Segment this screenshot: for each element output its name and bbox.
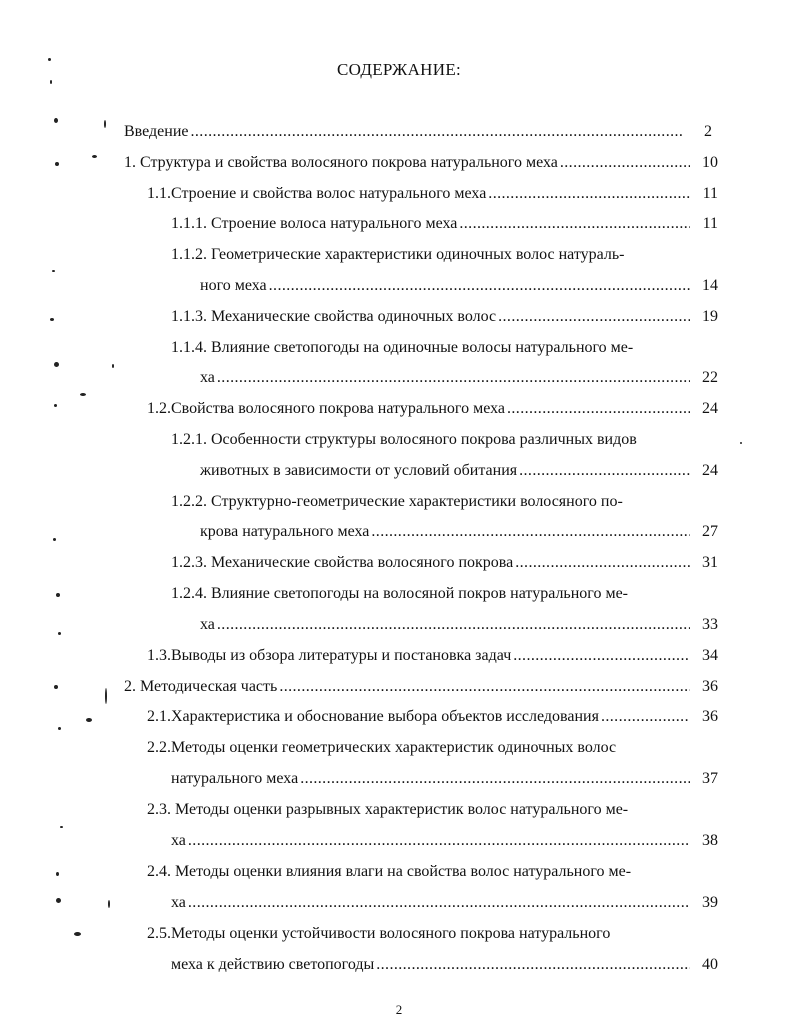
page-number-footer: 2 (395, 1002, 403, 1017)
toc-entry-continuation (171, 830, 718, 852)
toc-entry-section-1-2-1: 1.2.1. Особенности структуры волосяного покрова различных видов (171, 431, 637, 448)
toc-entry-section-2-1 (147, 706, 718, 728)
toc-leader-dots (498, 306, 690, 328)
scan-speck (50, 80, 52, 84)
toc-page-number: 2 (704, 123, 712, 140)
toc-entry-title-continued: натурального меха (171, 770, 299, 787)
toc-page-number: 36 (702, 678, 718, 695)
scan-speck (48, 58, 51, 61)
toc-entry-title: 1.1.1. Строение волоса натурального меха (171, 215, 458, 232)
scan-speck (56, 593, 60, 597)
toc-entry-continuation (200, 275, 718, 297)
toc-entry-continuation (200, 367, 718, 389)
toc-entry-section-1-1-4: 1.1.4. Влияние светопогоды на одиночные волосы натурального ме- (171, 339, 634, 356)
toc-leader-dots (371, 521, 690, 543)
toc-entry-title-continued: ха (171, 832, 186, 849)
toc-leader-dots (188, 892, 690, 914)
toc-leader-dots (376, 954, 690, 976)
scan-speck (104, 120, 106, 128)
toc-entry-section-1-1 (147, 183, 718, 205)
scan-speck (50, 318, 54, 321)
scan-speck (53, 538, 56, 541)
toc-entry-title: 2.1.Характеристика и обоснование выбора объектов исследования (147, 708, 599, 725)
toc-leader-dots (188, 830, 690, 852)
page-title: СОДЕРЖАНИЕ: (336, 60, 462, 79)
toc-page-number: 11 (702, 215, 718, 232)
toc-leader-dots (513, 645, 690, 667)
toc-entry-section-2-4: 2.4. Методы оценки влияния влаги на свойства волос натурального ме- (147, 863, 632, 880)
scan-speck (54, 362, 59, 367)
toc-leader-dots (488, 183, 690, 205)
scan-speck (54, 404, 57, 407)
scan-speck (54, 685, 58, 689)
toc-entry-introduction (124, 121, 712, 143)
toc-entry-title-continued: меха к действию светопогоды (171, 956, 375, 973)
toc-entry-continuation (171, 768, 718, 790)
toc-leader-dots (459, 213, 690, 235)
toc-entry-section-2-5: 2.5.Методы оценки устойчивости волосяного покрова натурального (147, 925, 611, 942)
scan-speck (60, 826, 63, 828)
toc-entry-title-continued: крова натурального меха (200, 523, 370, 540)
toc-page-number: 40 (702, 956, 718, 973)
toc-leader-dots (519, 460, 690, 482)
toc-leader-dots (507, 398, 690, 420)
toc-entry-section-1-1-1 (171, 213, 718, 235)
toc-entry-title-continued: ного меха (200, 277, 267, 294)
scan-speck (86, 718, 92, 722)
scan-speck (55, 162, 59, 166)
toc-entry-title: 1.2.Свойства волосяного покрова натурального меха (147, 400, 505, 417)
toc-page-number: 24 (702, 462, 718, 479)
toc-entry-continuation (200, 614, 718, 636)
toc-page-number: 39 (702, 894, 718, 911)
scan-speck (80, 393, 86, 396)
toc-page-number: 27 (702, 523, 718, 540)
toc-page-number: 36 (702, 708, 718, 725)
toc-entry-title-continued: животных в зависимости от условий обитания (200, 462, 518, 479)
scan-speck (108, 900, 110, 908)
toc-page-number: 37 (702, 770, 718, 787)
toc-entry-section-1-1-2: 1.1.2. Геометрические характеристики одиночных волос натураль- (171, 246, 625, 263)
toc-entry-title: 1. Структура и свойства волосяного покрова натурального меха (124, 154, 558, 171)
toc-entry-title: 1.3.Выводы из обзора литературы и постановка задач (147, 647, 512, 664)
toc-page-number: 19 (702, 308, 718, 325)
toc-entry-title: Введение (124, 123, 189, 140)
toc-page-number: 22 (702, 369, 718, 386)
scan-speck (58, 727, 61, 730)
toc-page-number: 11 (702, 185, 718, 202)
toc-leader-dots (217, 367, 690, 389)
toc-page-number: 14 (702, 277, 718, 294)
toc-page-number: 34 (702, 647, 718, 664)
scan-speck (105, 688, 107, 704)
toc-entry-chapter-2 (124, 676, 718, 698)
toc-leader-dots (269, 275, 690, 297)
toc-leader-dots (560, 152, 690, 174)
toc-leader-dots (279, 676, 690, 698)
toc-leader-dots (191, 121, 685, 143)
toc-entry-section-1-2-3 (171, 552, 718, 574)
toc-entry-title-continued: ха (171, 894, 186, 911)
scan-speck (92, 155, 97, 158)
toc-entry-title: 1.1.Строение и свойства волос натурального меха (147, 185, 487, 202)
toc-entry-title-continued: ха (200, 369, 215, 386)
scan-speck (74, 932, 81, 936)
toc-entry-chapter-1 (124, 152, 718, 174)
toc-leader-dots (300, 768, 690, 790)
toc-entry-section-1-1-3 (171, 306, 718, 328)
scan-speck (112, 364, 114, 368)
toc-page-number: 31 (702, 554, 718, 571)
toc-entry-title: 2. Методическая часть (124, 678, 278, 695)
toc-entry-continuation (171, 892, 718, 914)
toc-entry-section-1-2-2: 1.2.2. Структурно-геометрические характеристики волосяного по- (171, 493, 623, 510)
scan-speck (56, 898, 61, 903)
toc-page-number: 33 (702, 616, 718, 633)
scan-speck (740, 442, 742, 444)
scan-speck (56, 872, 59, 876)
toc-leader-dots (601, 706, 690, 728)
toc-entry-section-2-2: 2.2.Методы оценки геометрических характеристик одиночных волос (147, 739, 617, 756)
toc-entry-title: 1.2.3. Механические свойства волосяного покрова (171, 554, 514, 571)
toc-entry-section-1-2 (147, 398, 718, 420)
toc-leader-dots (515, 552, 690, 574)
toc-page-number: 38 (702, 832, 718, 849)
toc-leader-dots (217, 614, 690, 636)
toc-entry-title-continued: ха (200, 616, 215, 633)
toc-entry-section-1-3 (147, 645, 718, 667)
toc-page-number: 24 (702, 400, 718, 417)
toc-entry-section-1-2-4: 1.2.4. Влияние светопогоды на волосяной покров натурального ме- (171, 585, 628, 602)
toc-entry-title: 1.1.3. Механические свойства одиночных волос (171, 308, 497, 325)
toc-page-number: 10 (702, 154, 718, 171)
scan-speck (52, 270, 55, 272)
scan-speck (54, 118, 58, 123)
toc-entry-continuation (200, 521, 718, 543)
scan-speck (58, 632, 61, 635)
toc-entry-continuation (171, 954, 718, 976)
toc-entry-continuation (200, 460, 718, 482)
toc-entry-section-2-3: 2.3. Методы оценки разрывных характеристик волос натурального ме- (147, 801, 629, 818)
